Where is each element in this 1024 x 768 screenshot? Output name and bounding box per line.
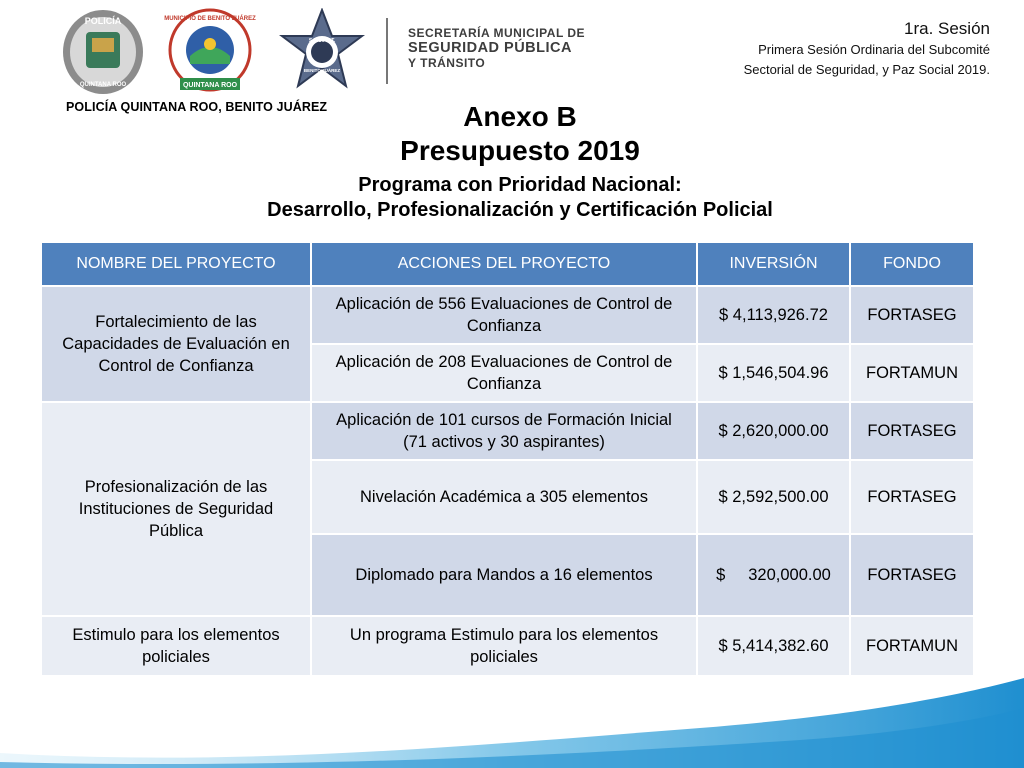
action-cell: Aplicación de 556 Evaluaciones de Control de Confianza (311, 286, 697, 344)
fund-cell: FORTAMUN (850, 616, 974, 676)
table-row (41, 402, 974, 460)
header-investment: INVERSIÓN (697, 242, 850, 286)
action-cell: Aplicación de 101 cursos de Formación Inicial (71 activos y 30 aspirantes) (311, 402, 697, 460)
header-project-name: NOMBRE DEL PROYECTO (41, 242, 311, 286)
budget-title: Presupuesto 2019 (400, 135, 640, 166)
star-badge-bottom-text: BENITO JUÁREZ (303, 68, 341, 73)
police-badge-bottom-text: QUINTANA ROO (79, 82, 127, 88)
fund-cell: FORTAMUN (850, 344, 974, 402)
investment-cell: $ 320,000.00 (697, 534, 850, 616)
subprogram-title: Desarrollo, Profesionalización y Certificación Policial (267, 199, 773, 221)
action-cell: Un programa Estimulo para los elementos policiales (311, 616, 697, 676)
secretaria-line-3: Y TRÁNSITO (408, 56, 486, 70)
investment-cell: $ 2,592,500.00 (697, 460, 850, 534)
action-cell: Aplicación de 208 Evaluaciones de Control de Confianza (311, 344, 697, 402)
session-line-1: Primera Sesión Ordinaria del Subcomité (758, 42, 990, 57)
secretaria-line-2: SEGURIDAD PÚBLICA (408, 40, 572, 56)
table-row (41, 286, 974, 344)
project-cell: Profesionalización de las Instituciones de Seguridad Pública (41, 402, 311, 616)
police-caption: POLICÍA QUINTANA ROO, BENITO JUÁREZ (66, 100, 328, 114)
fund-cell: FORTASEG (850, 534, 974, 616)
investment-cell: $ 4,113,926.72 (697, 286, 850, 344)
annex-title: Anexo B (463, 101, 577, 132)
header-logos (58, 8, 603, 96)
municipio-seal-bottom-text: QUINTANA ROO (182, 82, 238, 89)
investment-cell: $ 1,546,504.96 (697, 344, 850, 402)
secretaria-line-1: SECRETARÍA MUNICIPAL DE (408, 26, 586, 40)
police-badge-icon (58, 8, 148, 96)
table-header-row (41, 242, 974, 286)
session-info (744, 18, 990, 80)
fund-cell: FORTASEG (850, 460, 974, 534)
session-line-2: Sectorial de Seguridad, y Paz Social 2019. (743, 62, 990, 77)
header-fund: FONDO (850, 242, 974, 286)
star-badge-icon (274, 8, 370, 96)
session-title: 1ra. Sesión (904, 19, 990, 38)
secretaria-text (408, 26, 585, 70)
investment-cell: $ 5,414,382.60 (697, 616, 850, 676)
star-badge-top-text: S.E.S.P.Y.T. (308, 38, 336, 44)
police-badge-top-text: POLICÍA (84, 16, 122, 26)
project-cell: Fortalecimiento de las Capacidades de Evaluación en Control de Confianza (41, 286, 311, 402)
program-title: Programa con Prioridad Nacional: (358, 174, 682, 196)
decorative-wave (0, 658, 1024, 768)
budget-table (40, 241, 975, 677)
municipio-seal-top-text: MUNICIPIO DE BENITO JUÁREZ (164, 16, 256, 22)
logo-divider (386, 18, 388, 84)
action-cell: Diplomado para Mandos a 16 elementos (311, 534, 697, 616)
fund-cell: FORTASEG (850, 402, 974, 460)
investment-cell: $ 2,620,000.00 (697, 402, 850, 460)
action-cell: Nivelación Académica a 305 elementos (311, 460, 697, 534)
project-cell: Estimulo para los elementos policiales (41, 616, 311, 676)
municipio-seal-icon (160, 8, 260, 96)
header-project-actions: ACCIONES DEL PROYECTO (311, 242, 697, 286)
fund-cell: FORTASEG (850, 286, 974, 344)
